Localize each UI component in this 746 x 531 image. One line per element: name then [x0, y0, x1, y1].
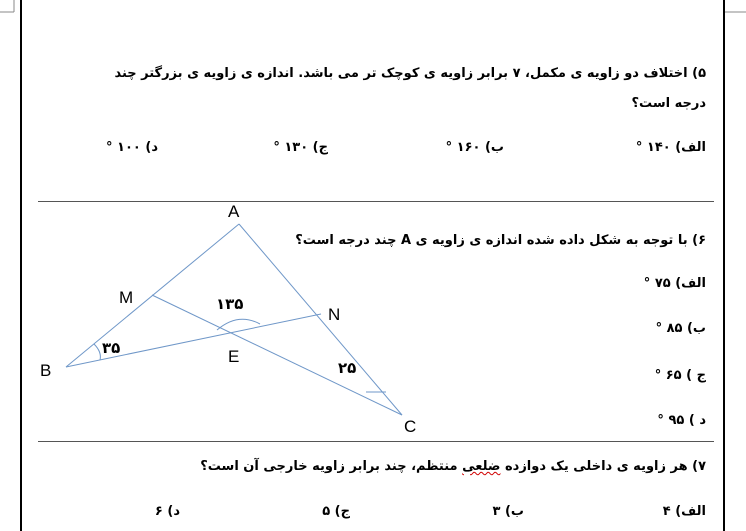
- page-corner-mark-right: [706, 0, 746, 20]
- page-border-left: [20, 0, 22, 531]
- label-C: C: [404, 417, 417, 436]
- q7-text-post: منتظم، چند برابر زاویه خارجی آن است؟: [200, 459, 463, 474]
- q6-option-a: الف) ۷۵ °: [643, 276, 706, 291]
- q6-option-b: ب) ۸۵ °: [655, 321, 706, 336]
- angle-E-value: ۱۳۵: [216, 295, 244, 313]
- q7-text-pre: ۷) هر زاویه ی داخلی یک دوازده: [500, 459, 706, 474]
- q5-text-line2: درجه است؟: [631, 96, 706, 111]
- angle-B-value: ۳۵: [102, 339, 121, 357]
- q7-option-a: الف) ۴: [662, 504, 706, 519]
- triangle-figure: [30, 196, 430, 441]
- q7-option-b: ب) ۳: [492, 504, 524, 519]
- q5-option-d: د) ۱۰۰ °: [106, 140, 158, 155]
- label-M: M: [119, 288, 134, 307]
- q7-option-c: ج) ۵: [322, 504, 350, 519]
- q5-option-a: الف) ۱۴۰ °: [635, 140, 706, 155]
- label-E: E: [228, 347, 240, 366]
- divider-2: [38, 441, 714, 442]
- q7-question: [200, 459, 706, 474]
- page-border-right: [723, 0, 725, 531]
- q7-option-d: د) ۶: [154, 504, 180, 519]
- segment-MC: [152, 295, 402, 415]
- angle-C-value: ۲۵: [338, 359, 357, 377]
- angle-arc-B: [94, 344, 100, 360]
- q5-text-line1: ۵) اختلاف دو زاویه ی مکمل، ۷ برابر زاویه ی کوچک تر می باشد. اندازه ی زاویه ی بزرگتر چند: [114, 66, 706, 81]
- q5-option-b: ب) ۱۶۰ °: [445, 140, 504, 155]
- segment-AC: [239, 224, 402, 415]
- q6-option-c: ج ) ۶۵ °: [654, 368, 706, 383]
- q6-question: ۶) با توجه به شکل داده شده اندازه ی زاویه ی A چند درجه است؟: [295, 233, 706, 248]
- label-A: A: [228, 202, 240, 221]
- q7-spellcheck-word: ضلعی: [462, 459, 501, 474]
- label-N: N: [328, 305, 341, 324]
- q5-option-c: ج) ۱۳۰ °: [273, 140, 328, 155]
- label-B: B: [40, 361, 52, 380]
- q6-option-d: د ) ۹۵ °: [657, 413, 706, 428]
